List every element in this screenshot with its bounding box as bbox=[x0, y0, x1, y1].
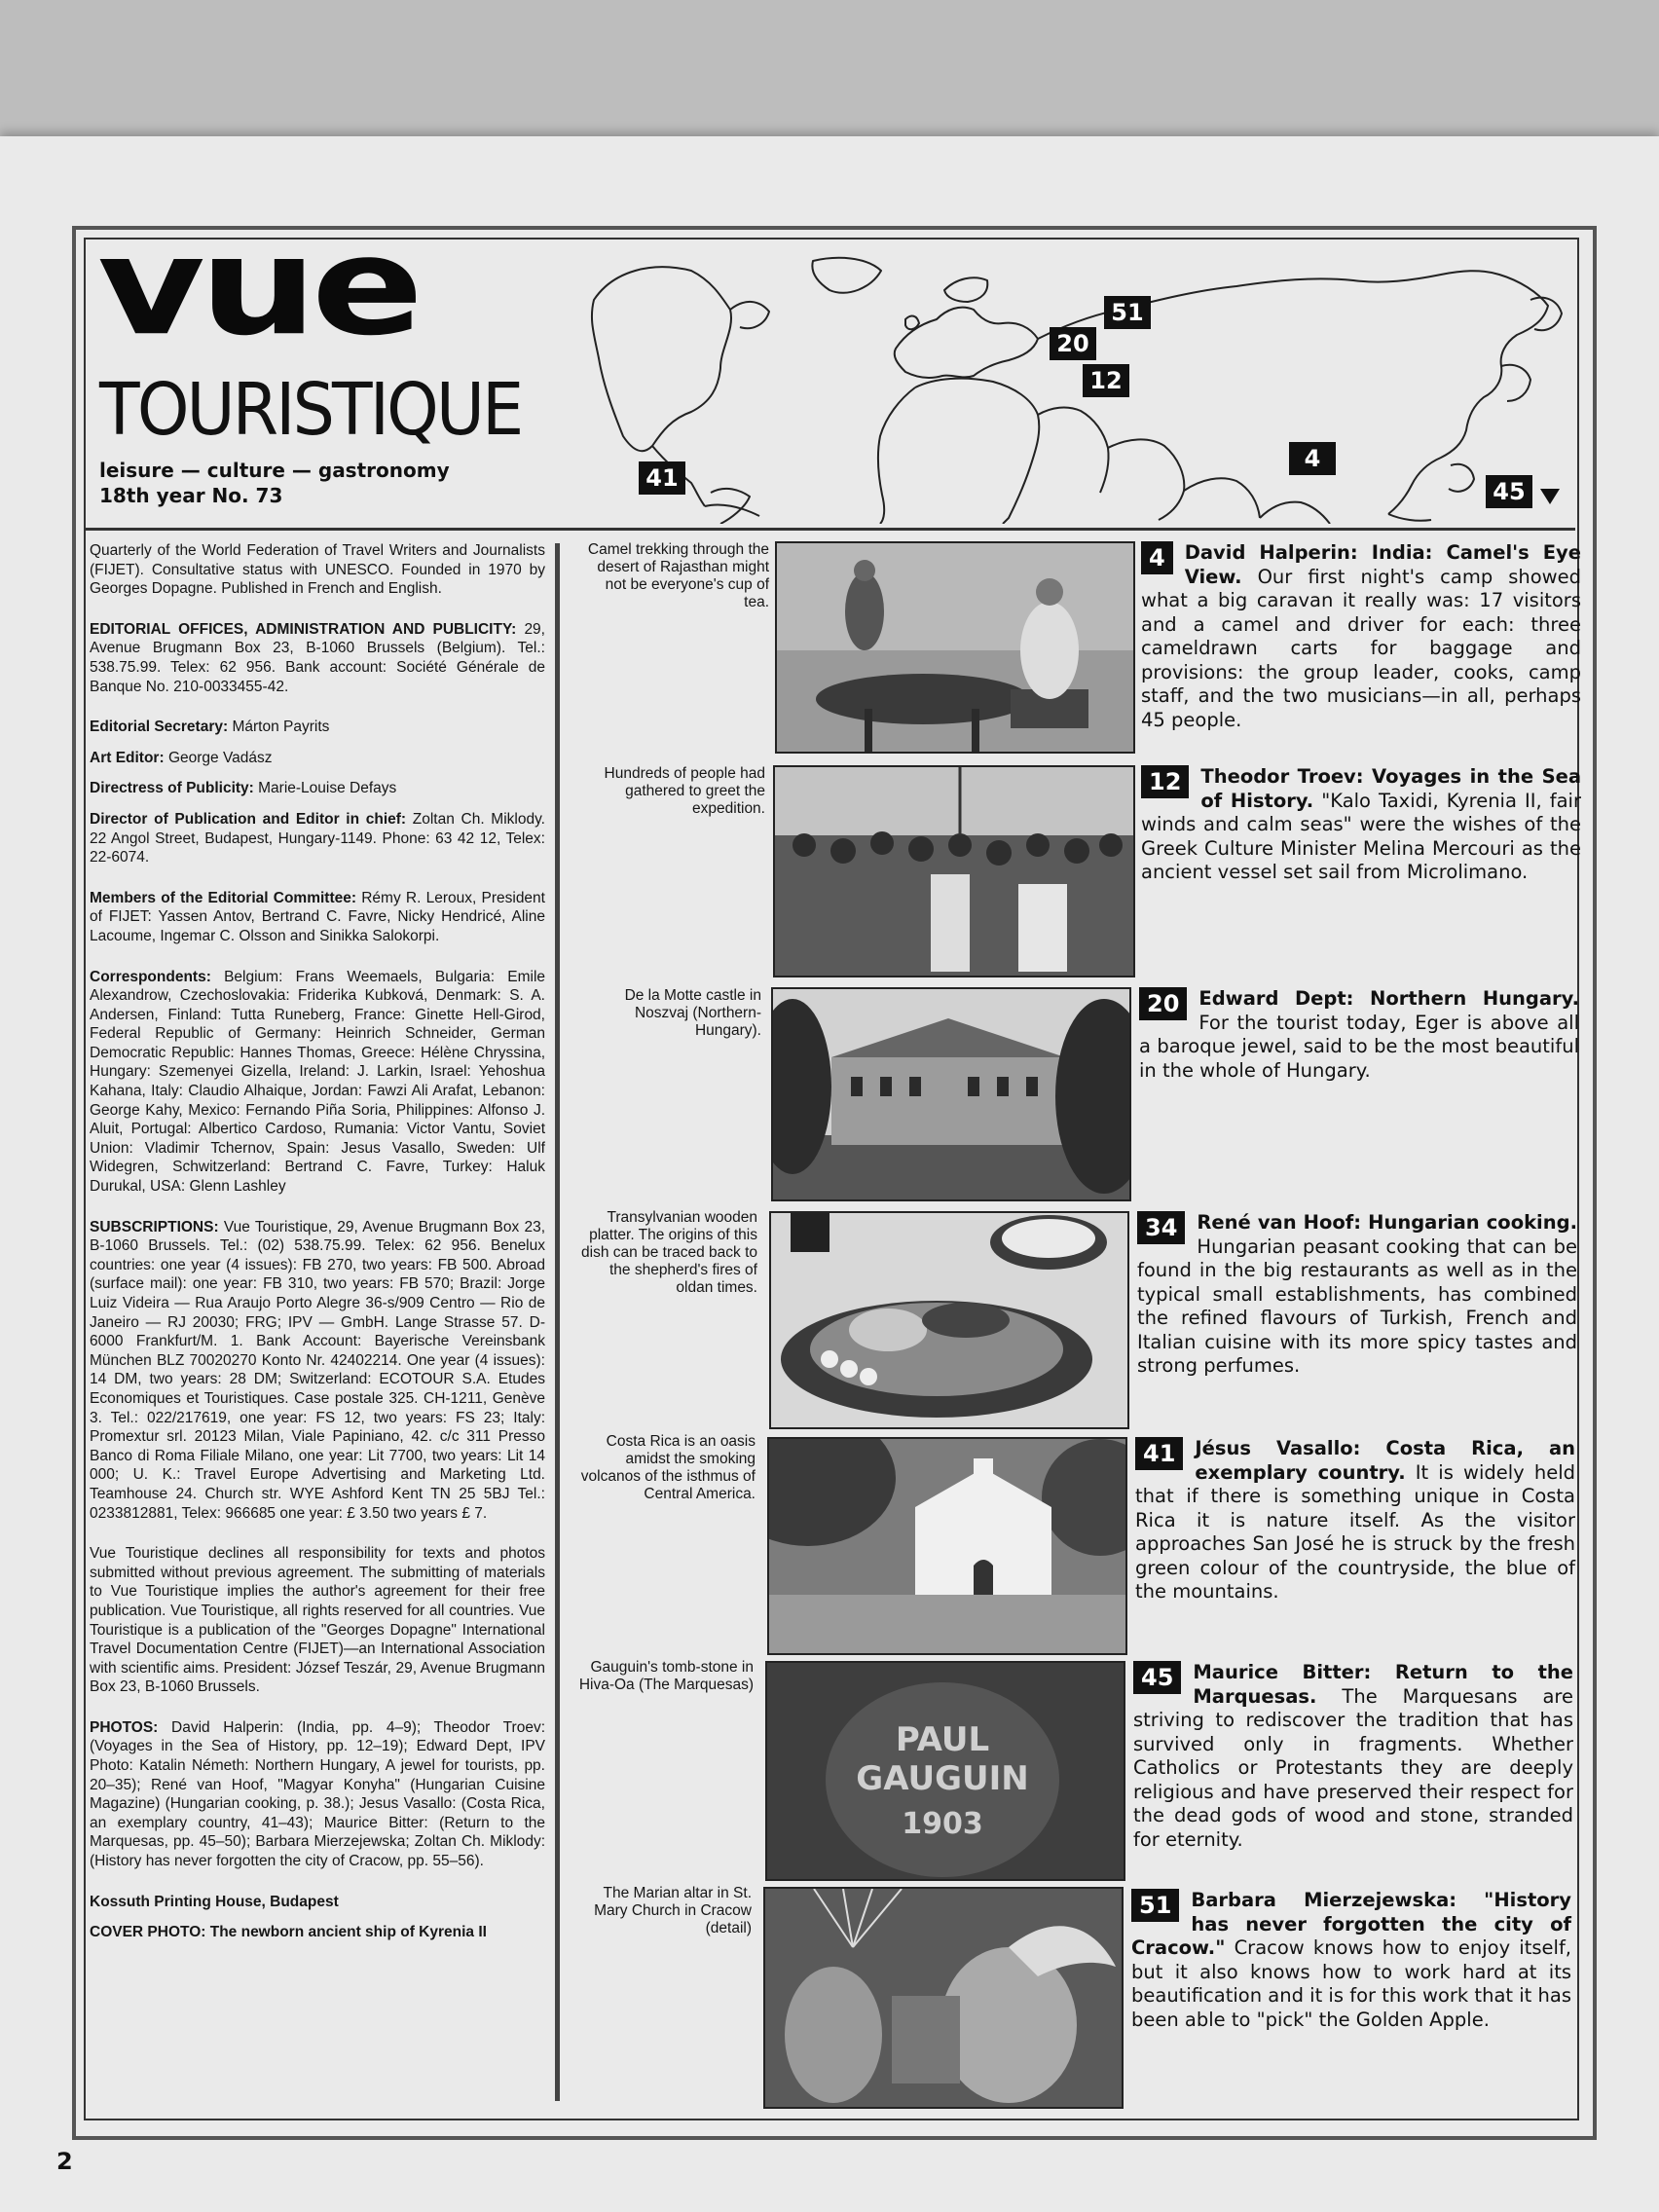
printer: Kossuth Printing House, Budapest bbox=[90, 1893, 339, 1910]
article-marquesas bbox=[1133, 1661, 1573, 1852]
article-body: The Marquesans are striving to rediscover the tradition that has survived only in fragments. Whether Catholics or Protestants they are deeply religious and have preserved their respect for the dead gods of wood and stone, stranded for eternity. bbox=[1133, 1684, 1573, 1851]
article-body: Hungarian peasant cooking that can be found in the big restaurants as well as in the typical small establishments, has combined the refined flavours of Turkish, French and Italian cuisine with its more spicy tastes and strong perfumes. bbox=[1137, 1235, 1577, 1377]
map-marker-41: 41 bbox=[639, 461, 685, 495]
caption-kyrenia: Hundreds of people had gathered to greet the expedition. bbox=[604, 765, 765, 817]
correspondents-label: Correspondents: bbox=[90, 968, 211, 985]
caption-platter: Transylvanian wooden platter. The origins of this dish can be traced back to the shepherd's fires of oldan times. bbox=[581, 1209, 757, 1296]
article-cracow bbox=[1131, 1889, 1571, 2032]
logo-vue: vue bbox=[97, 207, 419, 366]
subscriptions-text: Vue Touristique, 29, Avenue Brugmann Box 23, B-1060 Brussels. Tel.: (02) 538.75.99. Telex: 62 956. Benelux countries: one year (4 issues): FB 270, two years: FB 500. Abroad (surface mail): one year: FB 310, two years: FB 570; Brazil: Jorge Luiz Videira — Rua Araujo Porto Alegre 36-s/909 Centro — Rio de Janeiro — RJ 20030; FRG; IPV — GmbH. Lange Strasse 57. D-6000 Frankfurt/M. 1. Bank Account: Bayerische Vereinsbank München BLZ 70020270 Konto Nr. 42402214. One year (4 issues): 14 DM, two years: 28 DM; Switzerland: ECOTOUR S.A. Etudes Economiques et Touristiques. Case postale 325. CH-1211, Genève 3. Tel.: 022/217619, one year: FS 12, two years: FS 23; Italy: Promextur srl. 20123 Milan, Viale Papiniano, 42. c/c 311 Presso Banco di Roma Filiale Milano, one year: Lit 7700, two years: Lit 14 000; U. K.: Travel Europe Advertising and Marketing Ltd. Teamhouse 24. Church str. WYE Ashford Kent TN 25 5BJ Tel.: 0233812881, Telex: 966685 one year: £ 3.50 two years £ 7. bbox=[90, 1218, 545, 1522]
art-editor bbox=[90, 749, 545, 768]
tagline-text: leisure — culture — gastronomy bbox=[99, 459, 450, 482]
correspondents-text: Belgium: Frans Weemaels, Bulgaria: Emile Alexandrow, Czechoslovakia: Friderika Kubková, Denmark: S. A. Andersen, Finland: Tutta Runeberg, France: Ginette Hell-Girod, Federal Republic of Germany: Heinrich Schneider, German Democratic Republic: Hannes Thomas, Greece: Hélène Chryssina, Hungary: Szemenyei Gizella, Ireland: J. Larkin, Israel: Yehoshua Kahana, Italy: Claudio Alhaique, Jordan: Fawzi Ali Arafat, Lebanon: George Kahy, Mexico: Fernando Piña Soria, Philippines: Alfonso J. Aluit, Portugal: Albertico Cardoso, Rumania: Victor Vantu, Soviet Union: Vladimir Tchernov, Spain: Jesus Vasallo, Sweden: Ulf Widegren, Schwitzerland: Bertrand C. Favre, Turkey: Haluk Durukal, USA: Glenn Lashley bbox=[90, 968, 546, 1196]
map-arrow-icon bbox=[1540, 489, 1560, 504]
article-body: Cracow knows how to enjoy itself, but it also knows how to work hard at its beautification and it is for this work that it has been able to "pick" the Golden Apple. bbox=[1131, 1936, 1572, 2031]
page-number: 2 bbox=[56, 2148, 73, 2175]
article-body: Our first night's camp showed what a big caravan it really was: 17 visitors and a camel and driver for each: three cameldrawn carts for baggage and provisions: the group leader, cooks, camp staff, and the two musicians—in all, perhaps 45 people. bbox=[1141, 565, 1581, 731]
logo-touristique: TOURISTIQUE bbox=[99, 368, 522, 452]
map-marker-4: 4 bbox=[1289, 442, 1336, 475]
article-headline: Barbara Mierzejewska: "History has never forgotten the city of Cracow." bbox=[1131, 1889, 1571, 1959]
photo-castle bbox=[771, 987, 1131, 1201]
article-body: "Kalo Taxidi, Kyrenia II, fair winds and calm seas" were the wishes of the Greek Culture Minister Melina Mercouri as the ancient vessel set sail from Microlimano. bbox=[1141, 789, 1581, 883]
caption-costa-rica: Costa Rica is an oasis amidst the smoking volcanos of the isthmus of Central America. bbox=[580, 1433, 756, 1502]
world-map-outline bbox=[574, 241, 1567, 524]
article-headline: Jésus Vasallo: Costa Rica, an exemplary country. bbox=[1195, 1437, 1575, 1484]
photo-marian-altar bbox=[763, 1887, 1124, 2109]
article-body: It is widely held that if there is something unique in Costa Rica it is nature itself. As the visitor approaches San José he is struck by the fresh green colour of the countryside, the blue of the mountains. bbox=[1135, 1460, 1575, 1603]
editorial-offices bbox=[90, 620, 545, 696]
photo-camel-trekking bbox=[775, 541, 1135, 754]
editorial-column bbox=[90, 541, 545, 1964]
article-headline: Maurice Bitter: Return to the Marquesas. bbox=[1193, 1661, 1573, 1708]
article-page-badge: 51 bbox=[1131, 1889, 1179, 1922]
article-hungary bbox=[1139, 987, 1579, 1083]
article-cooking bbox=[1137, 1211, 1577, 1379]
article-india bbox=[1141, 541, 1581, 732]
article-headline: David Halperin: India: Camel's Eye View. bbox=[1184, 541, 1581, 588]
editorial-committee bbox=[90, 889, 545, 946]
photos-label: PHOTOS: bbox=[90, 1718, 159, 1736]
article-headline: Theodor Troev: Voyages in the Sea of History. bbox=[1200, 765, 1581, 812]
committee-label: Members of the Editorial Committee: bbox=[90, 889, 357, 906]
tomb-text-gauguin: GAUGUIN bbox=[856, 1759, 1029, 1798]
subscriptions-label: SUBSCRIPTIONS: bbox=[90, 1218, 219, 1235]
offices-text: 29, Avenue Brugmann Box 23, B-1060 Brussels (Belgium). Tel.: 538.75.99. Telex: 62 956. Bank account: Société Générale de Banque No. 210-0033455-42. bbox=[90, 620, 545, 695]
editorial-intro: Quarterly of the World Federation of Travel Writers and Journalists (FIJET). Consultative status with UNESCO. Founded in 1970 by Georges Dopagne. Published in French and English. bbox=[90, 542, 545, 598]
director-publication bbox=[90, 810, 545, 867]
article-page-badge: 45 bbox=[1133, 1661, 1181, 1694]
masthead-tagline bbox=[99, 458, 450, 508]
director-text: Zoltan Ch. Miklody. 22 Angol Street, Budapest, Hungary-1149. Phone: 63 42 12, Telex: 22-6074. bbox=[90, 810, 545, 866]
article-headline: René van Hoof: Hungarian cooking. bbox=[1197, 1211, 1577, 1234]
world-map bbox=[574, 241, 1567, 524]
article-page-badge: 41 bbox=[1135, 1437, 1183, 1470]
publicity-label: Directress of Publicity: bbox=[90, 780, 254, 797]
map-marker-20: 20 bbox=[1050, 327, 1096, 360]
cover-label: COVER PHOTO: bbox=[90, 1924, 206, 1941]
disclaimer: Vue Touristique declines all responsibility for texts and photos submitted without previous agreement. The submitting of materials to Vue Touristique implies the author's agreement for their free publication. Vue Touristique, all rights reserved for all countries. Vue Touristique is a publication of the "Georges Dopagne" International Travel Documentation Centre (FIJET)—an International Association with scientific aims. President: József Teszár, 29, Avenue Brugmann Box 23, B-1060 Brussels. bbox=[90, 1545, 545, 1696]
photo-church bbox=[767, 1437, 1127, 1655]
tomb-text-paul: PAUL bbox=[895, 1720, 990, 1759]
map-marker-12: 12 bbox=[1083, 364, 1129, 397]
article-page-badge: 4 bbox=[1141, 541, 1173, 574]
article-headline: Edward Dept: Northern Hungary. bbox=[1198, 987, 1579, 1010]
editorial-secretary bbox=[90, 718, 545, 737]
secretary-name: Márton Payrits bbox=[232, 719, 330, 736]
masthead-divider bbox=[86, 528, 1575, 531]
photos-text: David Halperin: (India, pp. 4–9); Theodor Troev: (Voyages in the Sea of History, pp. 12–19); Edward Dept, IPV Photo: Katalin Németh: Northern Hungary, A jewel for tourists, pp. 20–35); René van Hoof, "Magyar Konyha" (Hungarian Cuisine Magazine) (Hungarian cooking, p. 38.); Jesus Vasallo: (Costa Rica, an exemplary country, 41–43); Maurice Bitter: (Return to the Marquesas, pp. 45–50); Barbara Mierzejewska; Zoltan Ch. Miklody: (History has never forgotten the city of Cracow, pp. 55–56). bbox=[90, 1718, 545, 1870]
article-page-badge: 20 bbox=[1139, 987, 1187, 1020]
photo-platter bbox=[769, 1211, 1129, 1429]
caption-india: Camel trekking through the desert of Rajasthan might not be everyone's cup of tea. bbox=[587, 541, 769, 610]
directress-publicity bbox=[90, 779, 545, 798]
subscriptions bbox=[90, 1218, 545, 1524]
art-editor-name: George Vadász bbox=[167, 749, 273, 766]
map-marker-51: 51 bbox=[1104, 296, 1151, 329]
caption-castle: De la Motte castle in Noszvaj (Northern-Hungary). bbox=[624, 987, 761, 1039]
offices-label: EDITORIAL OFFICES, ADMINISTRATION AND PUBLICITY: bbox=[90, 620, 517, 638]
tomb-text-year: 1903 bbox=[902, 1807, 983, 1841]
article-page-badge: 34 bbox=[1137, 1211, 1185, 1244]
publicity-name: Marie-Louise Defays bbox=[258, 780, 397, 797]
cover-photo bbox=[90, 1923, 545, 1942]
cover-text: The newborn ancient ship of Kyrenia II bbox=[209, 1924, 487, 1941]
correspondents bbox=[90, 968, 545, 1197]
article-costa-rica bbox=[1135, 1437, 1575, 1604]
secretary-label: Editorial Secretary: bbox=[90, 719, 229, 736]
article-page-badge: 12 bbox=[1141, 765, 1189, 798]
art-editor-label: Art Editor: bbox=[90, 749, 165, 766]
director-label: Director of Publication and Editor in chief: bbox=[90, 810, 407, 828]
photo-credits bbox=[90, 1718, 545, 1871]
article-body: For the tourist today, Eger is above all a baroque jewel, said to be the most beautiful in the whole of Hungary. bbox=[1139, 1011, 1579, 1082]
photo-crowd-greeting bbox=[773, 765, 1135, 977]
column-divider bbox=[555, 543, 560, 2101]
map-marker-45: 45 bbox=[1486, 475, 1532, 508]
issue-number: 18th year No. 73 bbox=[99, 484, 283, 507]
photo-gauguin-tomb bbox=[765, 1661, 1125, 1881]
committee-text: Rémy R. Leroux, President of FIJET: Yassen Antov, Bertrand C. Favre, Nicky Hendricé, Aline Lacoume, Ingemar C. Olsson and Sinikka Salokorpi. bbox=[90, 889, 545, 944]
caption-cracow: The Marian altar in St. Mary Church in Cracow (detail) bbox=[594, 1885, 752, 1936]
article-kyrenia bbox=[1141, 765, 1581, 885]
caption-gauguin: Gauguin's tomb-stone in Hiva-Oa (The Marquesas) bbox=[578, 1659, 754, 1693]
